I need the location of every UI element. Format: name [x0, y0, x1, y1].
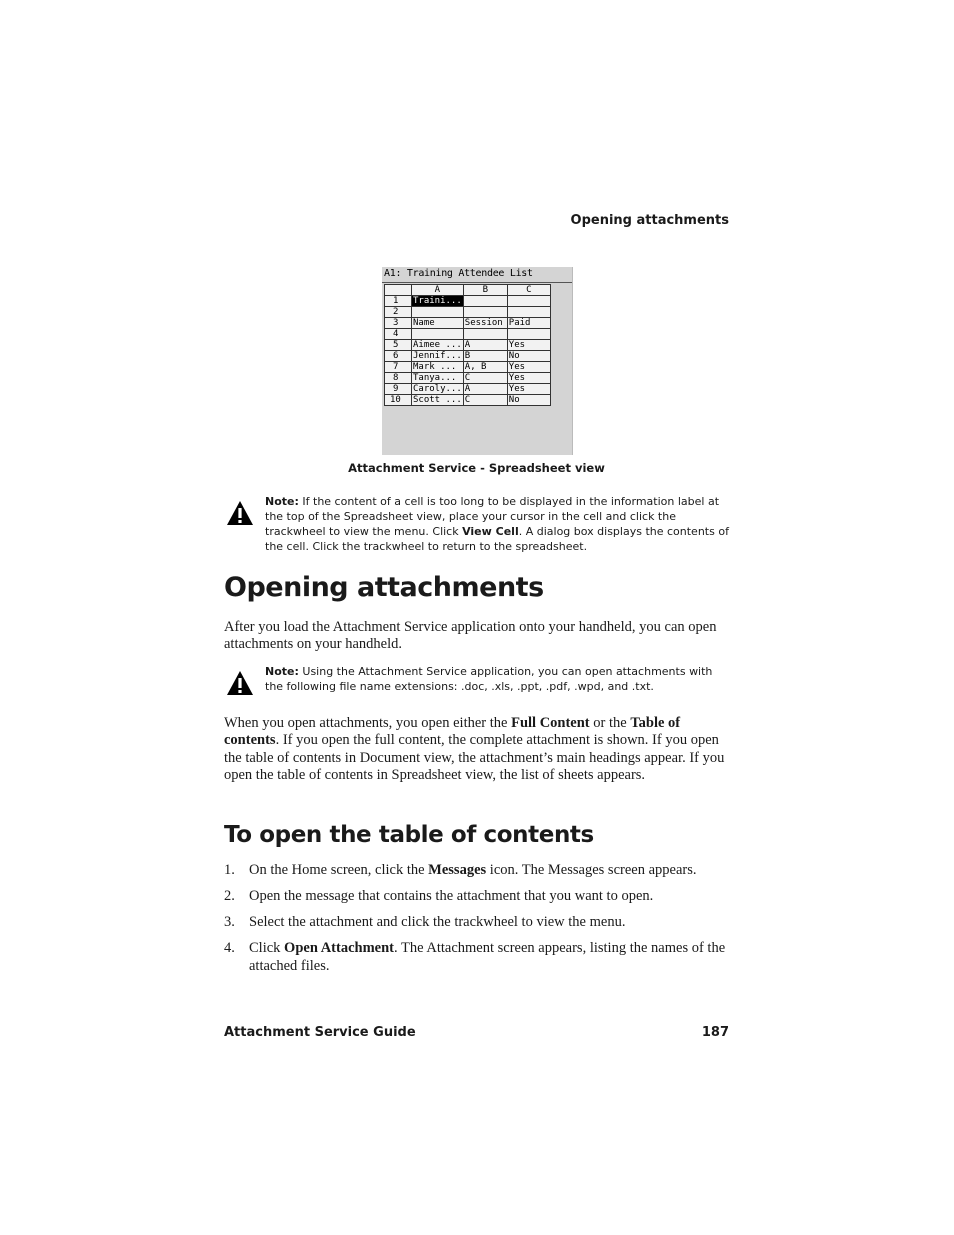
bold-term: Messages	[428, 862, 487, 878]
note-label: Note:	[265, 495, 299, 508]
cell: B	[463, 351, 507, 362]
table-row	[385, 318, 551, 329]
row-number: 7	[385, 362, 412, 373]
info-label: A1: Training Attendee List	[384, 268, 533, 279]
cell: Yes	[507, 373, 550, 384]
cell	[463, 329, 507, 340]
step-text: On the Home screen, click the	[249, 862, 429, 878]
bold-term: Table of contents	[224, 715, 681, 749]
corner-cell	[385, 285, 412, 296]
table-row	[385, 329, 551, 340]
row-number: 1	[385, 296, 412, 307]
divider	[382, 282, 572, 283]
text-run: . If you open the full content, the complete attachment is shown. If you open the table of contents in Document view, the attachment’s main headings appear. If you open the table of contents in Spreadsheet view, the list of sheets appears.	[224, 732, 725, 783]
cell: C	[463, 373, 507, 384]
cell: Jennif...	[413, 351, 462, 361]
cell: No	[507, 351, 550, 362]
cell: Aimee ...	[413, 340, 462, 350]
step-number: 3.	[224, 914, 235, 931]
note-label: Note:	[265, 665, 299, 678]
cell: Yes	[507, 340, 550, 351]
procedure-heading: To open the table of contents	[224, 822, 594, 848]
step-text: Select the attachment and click the trackwheel to view the menu.	[249, 914, 626, 931]
table-row	[385, 296, 551, 307]
cell	[507, 307, 550, 318]
figure-caption: Attachment Service - Spreadsheet view	[348, 461, 605, 475]
page-number: 187	[701, 1025, 729, 1040]
note-text-part: Using the Attachment Service application, you can open attachments with the following file name extensions: .doc, .xls, .ppt, .pdf, .wpd, and .txt.	[265, 665, 713, 693]
note-bold-term: View Cell	[462, 525, 519, 538]
text-run: or the	[589, 715, 631, 731]
list-item	[224, 862, 729, 879]
note-text-part: . A dialog box displays the contents of the cell. Click the trackwheel to return to the spreadsheet.	[265, 525, 729, 553]
column-header-row	[385, 285, 551, 296]
column-header: B	[463, 285, 507, 296]
row-number: 6	[385, 351, 412, 362]
column-header: C	[507, 285, 550, 296]
note-text-part: If the content of a cell is too long to be displayed in the information label at the top of the Spreadsheet view, place your cursor in the cell and click the trackwheel to view the menu. Click	[265, 495, 720, 538]
section-heading: Opening attachments	[224, 572, 544, 603]
cell: C	[463, 395, 507, 406]
cell	[507, 296, 550, 307]
page-footer	[224, 1025, 729, 1040]
cell: Scott ...	[413, 395, 462, 405]
bold-term: Full Content	[511, 715, 590, 731]
warning-icon	[226, 670, 254, 696]
step-number: 1.	[224, 862, 235, 878]
table-row	[385, 373, 551, 384]
table-row	[385, 307, 551, 318]
list-item	[224, 914, 729, 931]
row-number: 10	[385, 395, 412, 406]
note-box	[224, 664, 730, 694]
text-run: When you open attachments, you open either the	[224, 715, 512, 731]
table-row	[385, 395, 551, 406]
cell	[412, 307, 464, 318]
row-number: 8	[385, 373, 412, 384]
cell: Yes	[507, 362, 550, 373]
procedure-steps	[224, 862, 729, 984]
warning-icon	[226, 500, 254, 526]
step-number: 4.	[224, 940, 235, 957]
cell: Name	[412, 318, 464, 329]
bold-term: Open Attachment	[284, 940, 395, 957]
cell	[412, 329, 464, 340]
footer-guide-title: Attachment Service Guide	[224, 1025, 416, 1040]
row-number: 3	[385, 318, 412, 329]
cell: Tanya...	[412, 373, 464, 384]
row-number: 5	[385, 340, 412, 351]
cell: A	[463, 384, 507, 395]
list-item	[224, 888, 729, 905]
table-row	[385, 362, 551, 373]
cell: Yes	[507, 384, 550, 395]
spreadsheet-screenshot	[382, 267, 573, 455]
cell	[463, 307, 507, 318]
cell: Session	[463, 318, 507, 329]
body-paragraph	[224, 715, 729, 784]
step-text: Click	[249, 940, 285, 957]
note-box	[224, 494, 730, 554]
table-row	[385, 351, 551, 362]
row-number: 4	[385, 329, 412, 340]
step-text: . The Attachment screen appears, listing the names of the attached files.	[249, 940, 726, 974]
table-row	[385, 340, 551, 351]
column-header: A	[412, 285, 464, 296]
spreadsheet-grid	[384, 284, 551, 406]
cell: Paid	[507, 318, 550, 329]
note-text	[265, 494, 730, 554]
cell: A	[463, 340, 507, 351]
cell: Mark ...	[412, 362, 464, 373]
list-item	[224, 940, 729, 975]
cell: No	[507, 395, 550, 406]
cell: A, B	[463, 362, 507, 373]
row-number: 9	[385, 384, 412, 395]
cell: Caroly...	[413, 384, 462, 394]
table-row	[385, 384, 551, 395]
step-text: icon. The Messages screen appears.	[486, 862, 697, 878]
running-header: Opening attachments	[570, 213, 729, 228]
note-text	[265, 664, 730, 694]
selected-cell: Traini...	[413, 296, 462, 306]
cell	[463, 296, 507, 307]
step-number: 2.	[224, 888, 235, 905]
intro-paragraph: After you load the Attachment Service application onto your handheld, you can open attachments on your handheld.	[224, 619, 717, 653]
row-number: 2	[385, 307, 412, 318]
cell	[507, 329, 550, 340]
step-text: Open the message that contains the attachment that you want to open.	[249, 888, 654, 905]
